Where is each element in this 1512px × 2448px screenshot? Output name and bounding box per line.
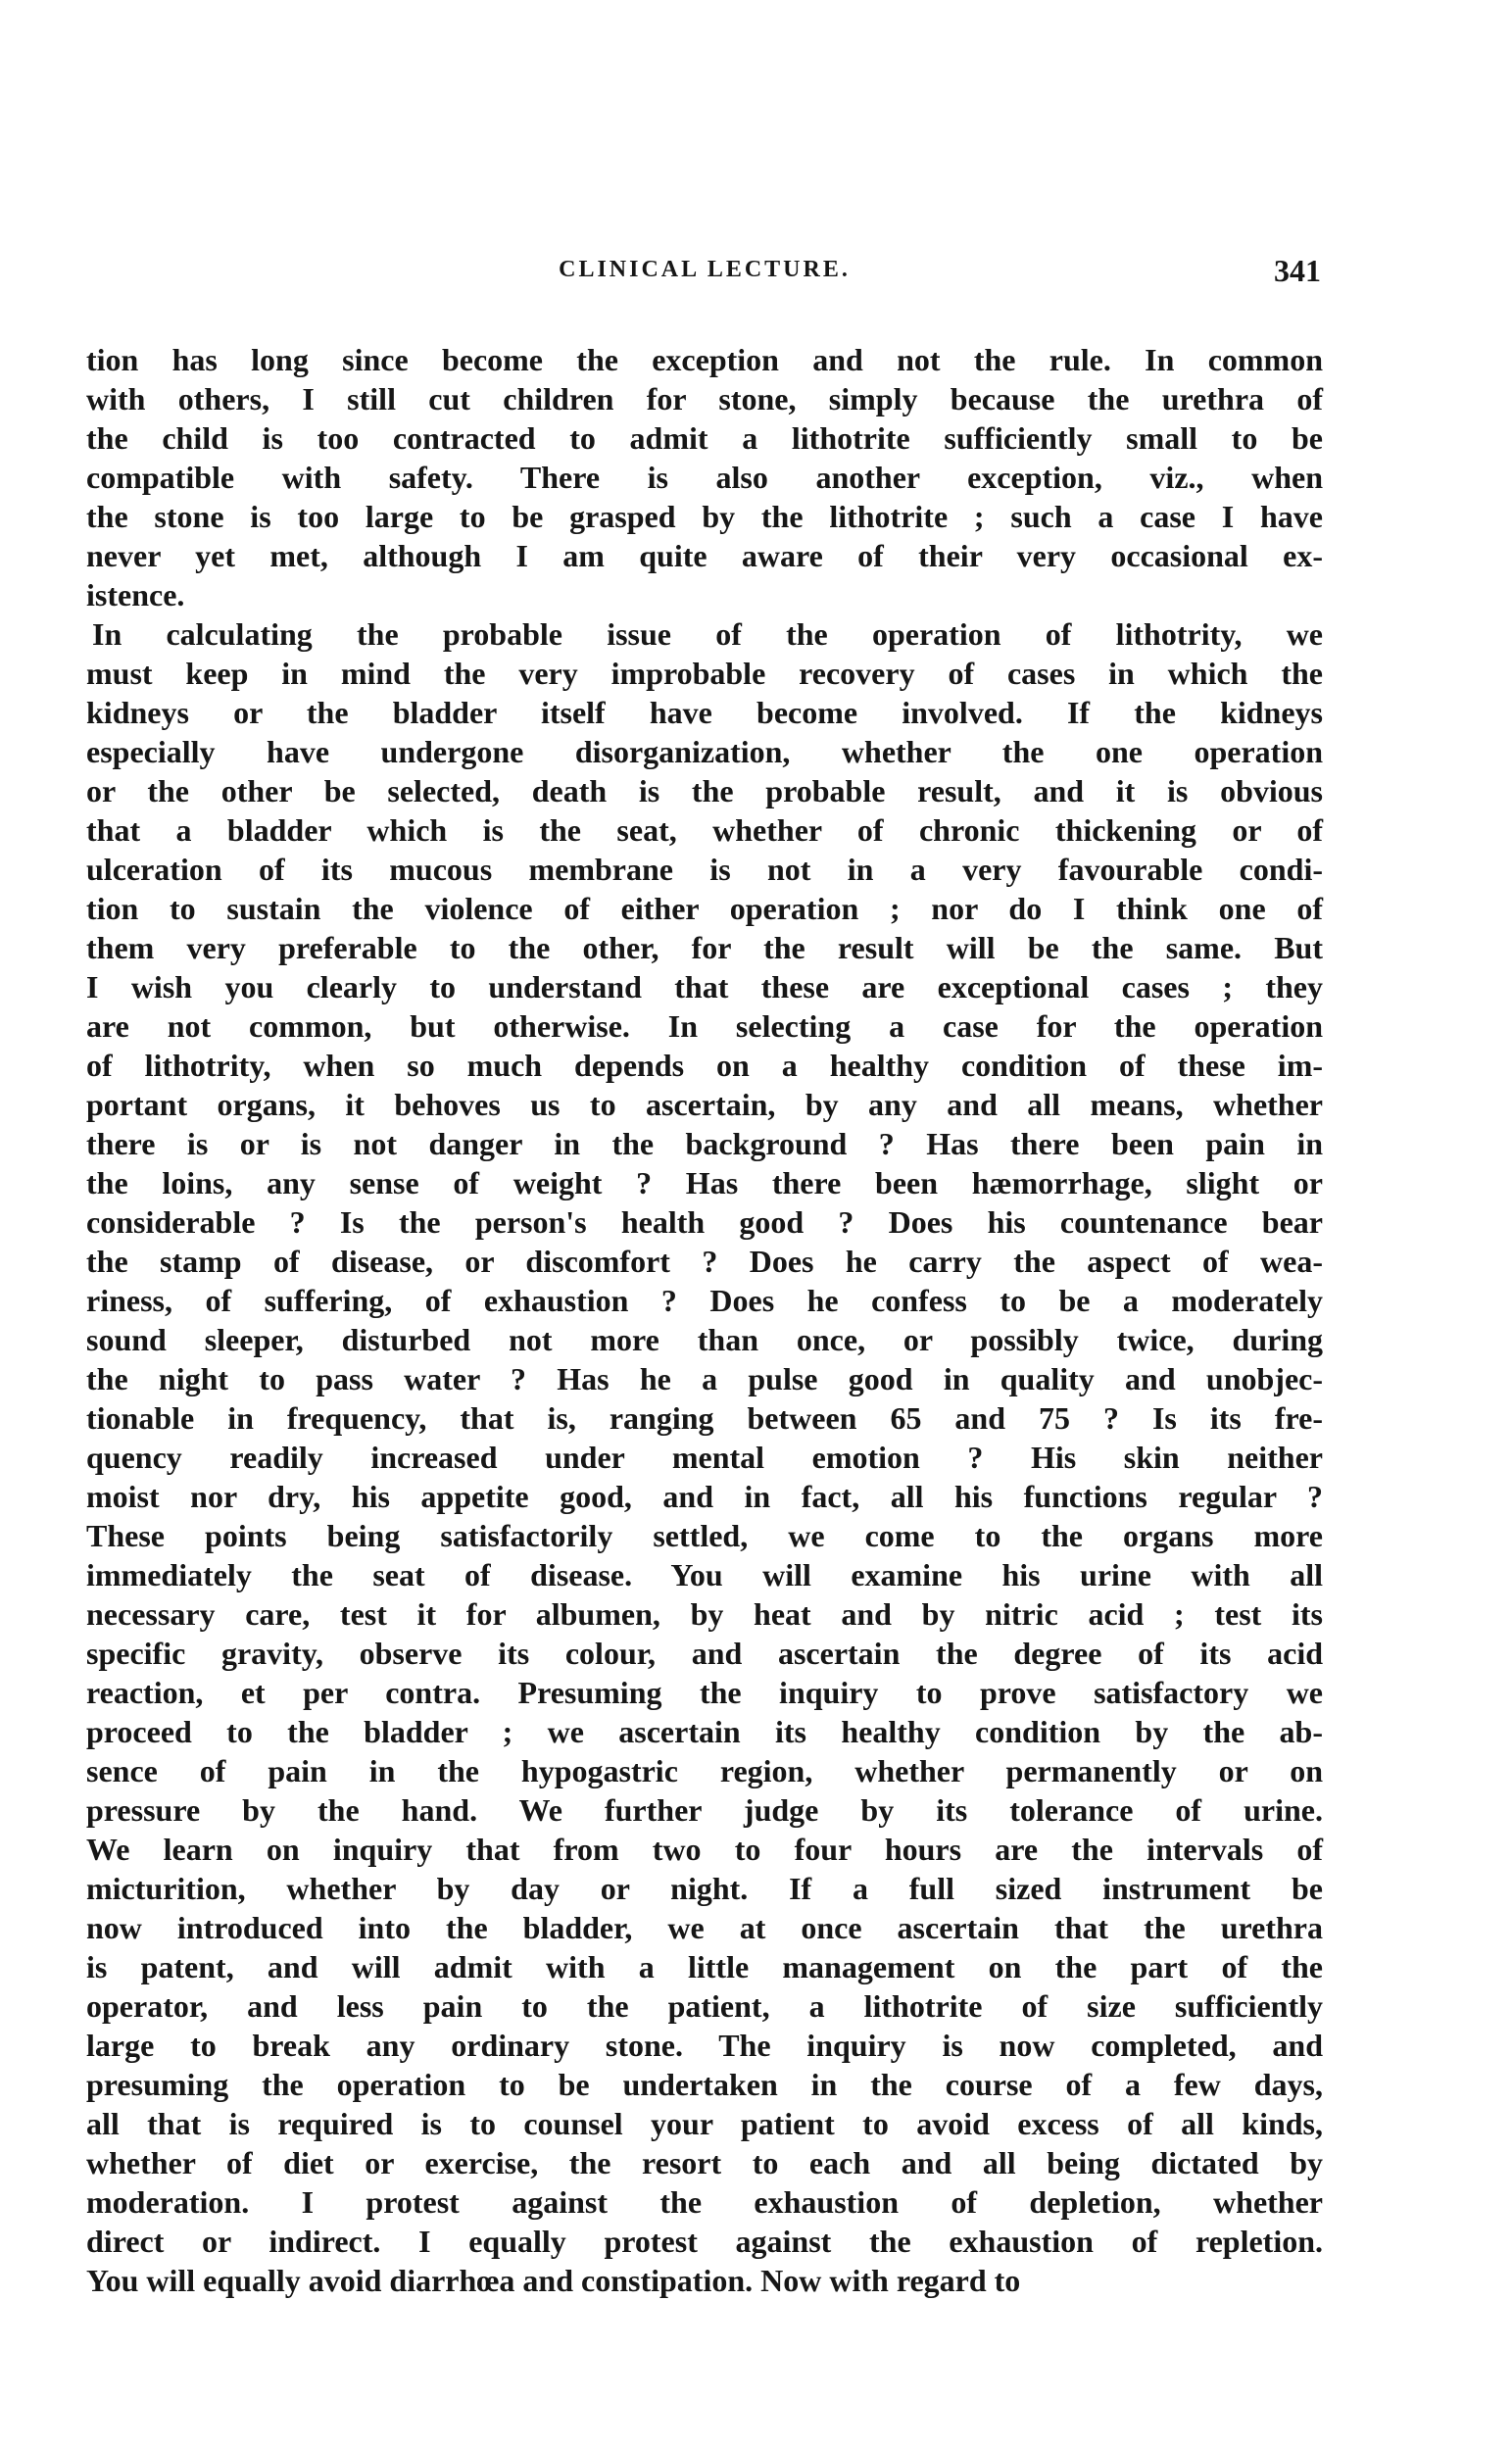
- text-line: large to break any ordinary stone. The inquiry is now completed, and: [86, 2028, 1323, 2063]
- text-line: quency readily increased under mental emotion ? His skin neither: [86, 1440, 1323, 1475]
- text-line: These points being satisfactorily settled, we come to the organs more: [86, 1518, 1323, 1553]
- text-line: are not common, but otherwise. In selecting a case for the operation: [86, 1008, 1323, 1044]
- body-text: [86, 340, 1323, 2300]
- text-line: tionable in frequency, that is, ranging between 65 and 75 ? Is its fre-: [86, 1400, 1323, 1436]
- text-line: I wish you clearly to understand that these are exceptional cases ; they: [86, 969, 1323, 1004]
- text-line: the stamp of disease, or discomfort ? Does he carry the aspect of wea-: [86, 1244, 1323, 1279]
- text-line: moderation. I protest against the exhaustion of depletion, whether: [86, 2184, 1323, 2220]
- text-line: considerable ? Is the person's health good ? Does his countenance bear: [86, 1204, 1323, 1240]
- text-line: specific gravity, observe its colour, and ascertain the degree of its acid: [86, 1636, 1323, 1671]
- text-line: You will equally avoid diarrhœa and constipation. Now with regard to: [86, 2263, 1021, 2298]
- paragraph-container: [86, 340, 1323, 2300]
- text-line: presuming the operation to be undertaken in the course of a few days,: [86, 2067, 1323, 2102]
- text-line: compatible with safety. There is also another exception, viz., when: [86, 460, 1323, 495]
- text-line: kidneys or the bladder itself have become involved. If the kidneys: [86, 695, 1323, 730]
- text-line: the night to pass water ? Has he a pulse good in quality and unobjec-: [86, 1361, 1323, 1396]
- text-line: them very preferable to the other, for the result will be the same. But: [86, 930, 1323, 965]
- text-line: necessary care, test it for albumen, by heat and by nitric acid ; test its: [86, 1596, 1323, 1632]
- paragraph: [86, 614, 1323, 2300]
- text-line: sound sleeper, disturbed not more than once, or possibly twice, during: [86, 1322, 1323, 1357]
- paragraph: [86, 340, 1323, 614]
- text-line: pressure by the hand. We further judge by its tolerance of urine.: [86, 1792, 1323, 1828]
- text-line: ulceration of its mucous membrane is not in a very favourable condi-: [86, 852, 1323, 887]
- running-head: [86, 253, 1323, 292]
- text-line: proceed to the bladder ; we ascertain its healthy condition by the ab-: [86, 1714, 1323, 1749]
- text-line: with others, I still cut children for stone, simply because the urethra of: [86, 381, 1323, 416]
- text-line: must keep in mind the very improbable recovery of cases in which the: [86, 656, 1323, 691]
- text-line: In calculating the probable issue of the operation of lithotrity, we: [92, 616, 1323, 652]
- text-line: is patent, and will admit with a little management on the part of the: [86, 1949, 1323, 1984]
- text-line: reaction, et per contra. Presuming the inquiry to prove satisfactory we: [86, 1675, 1323, 1710]
- text-line: now introduced into the bladder, we at once ascertain that the urethra: [86, 1910, 1323, 1945]
- text-line: moist nor dry, his appetite good, and in fact, all his functions regular ?: [86, 1479, 1323, 1514]
- text-line: tion has long since become the exception and not the rule. In common: [86, 342, 1323, 377]
- text-line: sence of pain in the hypogastric region, whether permanently or on: [86, 1753, 1323, 1788]
- text-line: portant organs, it behoves us to ascertain, by any and all means, whether: [86, 1087, 1323, 1122]
- text-line: that a bladder which is the seat, whether of chronic thickening or of: [86, 812, 1323, 848]
- text-line: tion to sustain the violence of either operation ; nor do I think one of: [86, 891, 1323, 926]
- text-line: riness, of suffering, of exhaustion ? Does he confess to be a moderately: [86, 1283, 1323, 1318]
- text-line: operator, and less pain to the patient, a lithotrite of size sufficiently: [86, 1988, 1323, 2024]
- text-line: all that is required is to counsel your patient to avoid excess of all kinds,: [86, 2106, 1323, 2141]
- text-line: the stone is too large to be grasped by the lithotrite ; such a case I have: [86, 499, 1323, 534]
- text-line: direct or indirect. I equally protest against the exhaustion of repletion.: [86, 2224, 1323, 2259]
- text-line: or the other be selected, death is the probable result, and it is obvious: [86, 773, 1323, 808]
- text-line: the loins, any sense of weight ? Has there been hæmorrhage, slight or: [86, 1165, 1323, 1200]
- text-line: whether of diet or exercise, the resort to each and all being dictated by: [86, 2145, 1323, 2180]
- text-line: especially have undergone disorganization, whether the one operation: [86, 734, 1323, 769]
- text-line: the child is too contracted to admit a lithotrite sufficiently small to be: [86, 420, 1323, 456]
- text-line: immediately the seat of disease. You will examine his urine with all: [86, 1557, 1323, 1592]
- page-number: 341: [1274, 253, 1321, 288]
- text-line: never yet met, although I am quite aware of their very occasional ex-: [86, 538, 1323, 573]
- text-line: istence.: [86, 577, 185, 612]
- text-line: We learn on inquiry that from two to four hours are the intervals of: [86, 1832, 1323, 1867]
- text-line: micturition, whether by day or night. If a full sized instrument be: [86, 1871, 1323, 1906]
- text-line: of lithotrity, when so much depends on a healthy condition of these im-: [86, 1048, 1323, 1083]
- running-head-title: CLINICAL LECTURE.: [559, 257, 851, 282]
- text-line: there is or is not danger in the background ? Has there been pain in: [86, 1126, 1323, 1161]
